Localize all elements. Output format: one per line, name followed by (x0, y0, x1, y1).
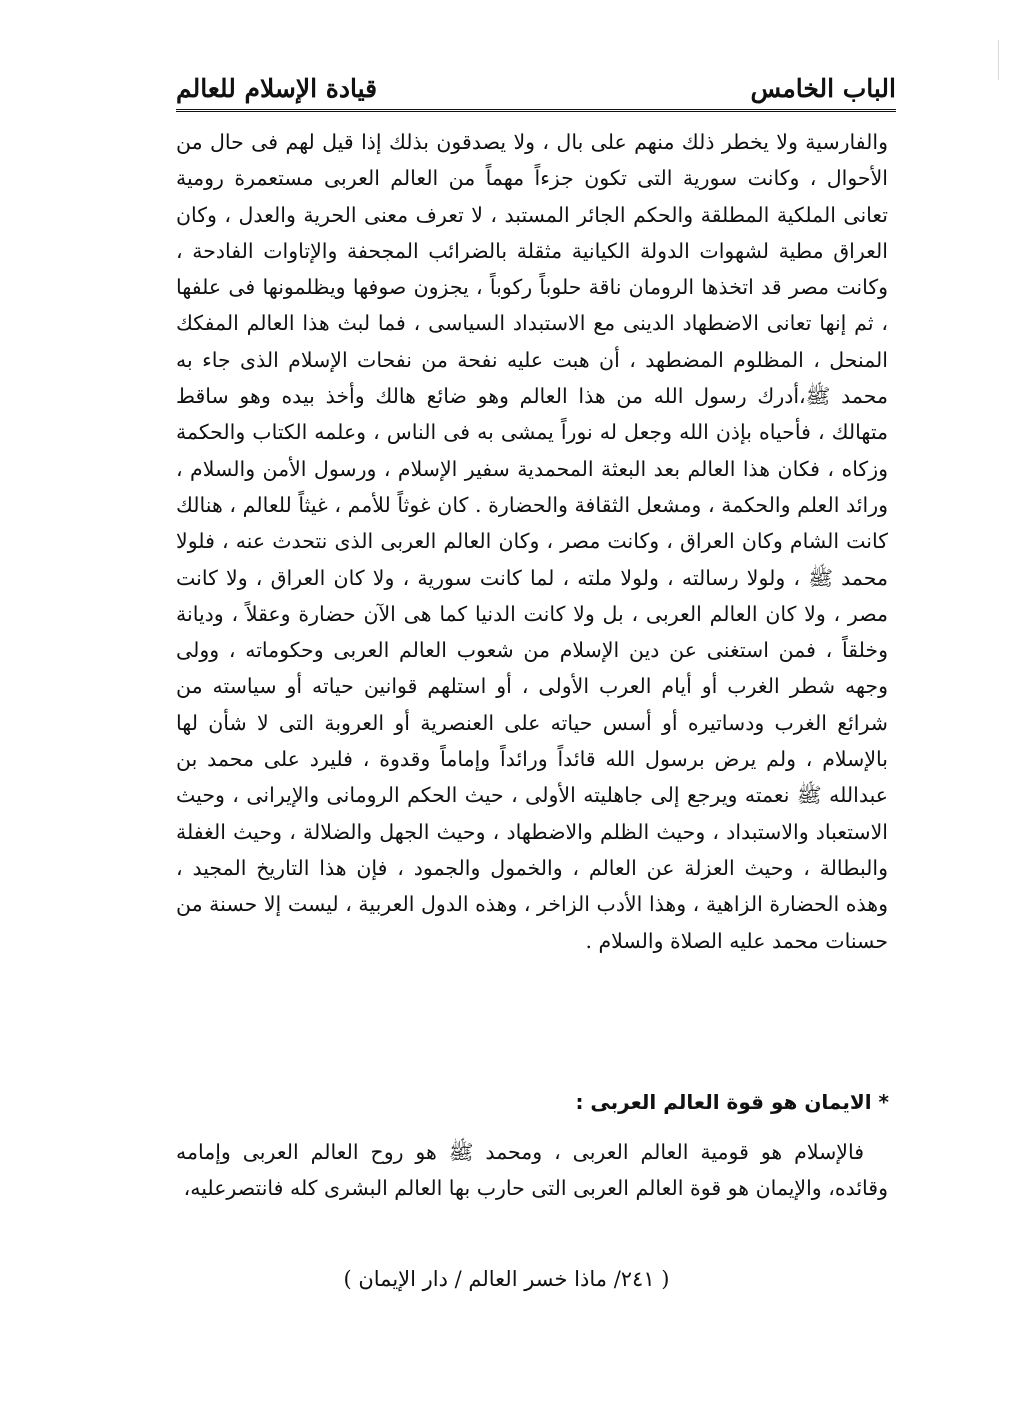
page-edge-mark (998, 40, 999, 80)
header-rule (176, 109, 896, 112)
page-footer: ( ٢٤١/ ماذا خسر العالم / دار الإيمان ) (343, 1267, 670, 1291)
section-text (176, 1134, 888, 1207)
paragraph: والفارسية ولا يخطر ذلك منهم على بال ، ولا يصدقون بذلك إذا قيل لهم فى حال من الأحوال ، وكانت سورية التى تكون جزءاً مهماً من العالم العربى مستعمرة رومية تعانى الملكية المطلقة والحكم الجائر المستبد ، لا تعرف معنى الحرية والعدل ، وكان العراق مطية لشهوات الدولة الكيانية مثقلة بالضرائب المجحفة والإتاوات الفادحة ، وكانت مصر قد اتخذها الرومان ناقة حلوباً ركوباً ، يجزون صوفها ويظلمونها فى علفها ، ثم إنها تعانى الاضطهاد الدينى مع الاستبداد السياسى ، فما لبث هذا العالم المفكك المنحل ، المظلوم المضطهد ، أن هبت عليه نفحة من نفحات الإسلام الذى جاء به محمد ﷺ،أدرك رسول الله من هذا العالم وهو ضائع هالك وأخذ بيده وهو ساقط متهالك ، فأحياه بإذن الله وجعل له نوراً يمشى به فى الناس ، وعلمه الكتاب والحكمة وزكاه ، فكان هذا العالم بعد البعثة المحمدية سفير الإسلام ، ورسول الأمن والسلام ، ورائد العلم والحكمة ، ومشعل الثقافة والحضارة . كان غوثاً للأمم ، غيثاً للعالم ، هنالك كانت الشام وكان العراق ، وكانت مصر ، وكان العالم العربى الذى نتحدث عنه ، فلولا محمد ﷺ ، ولولا رسالته ، ولولا ملته ، لما كانت سورية ، ولا كان العراق ، ولا كانت مصر ، ولا كان العالم العربى ، بل ولا كانت الدنيا كما هى الآن حضارة وعقلاً ، وديانة وخلقاً ، فمن استغنى عن دين الإسلام من شعوب العالم العربى وحكوماته ، وولى وجهه شطر الغرب أو أيام العرب الأولى ، أو استلهم قوانين حياته أو سياسته من شرائع الغرب ودساتيره أو أسس حياته على العنصرية أو العروبة التى لا شأن لها بالإسلام ، ولم يرض برسول الله قائداً ورائداً وإماماً وقدوة ، فليرد على محمد بن عبدالله ﷺ نعمته ويرجع إلى جاهليته الأولى ، حيث الحكم الرومانى والإيرانى ، وحيث الاستعباد والاستبداد ، وحيث الظلم والاضطهاد ، وحيث الجهل والضلالة ، وحيث الغفلة والبطالة ، وحيث العزلة عن العالم ، والخمول والجمود ، فإن هذا التاريخ المجيد ، وهذه الحضارة الزاهية ، وهذا الأدب الزاخر ، وهذه الدول العربية ، ليست إلا حسنة من حسنات محمد عليه الصلاة والسلام . (176, 130, 888, 953)
chapter-label: الباب الخامس (750, 74, 896, 103)
main-text (176, 124, 888, 959)
section-heading: * الايمان هو قوة العالم العربى : (575, 1090, 889, 1114)
paragraph: فالإسلام هو قومية العالم العربى ، ومحمد ﷺ هو روح العالم العربى وإمامه وقائده، والإيمان هو قوة العالم العربى التى حارب بها العالم البشرى كله فانتصرعليه، (176, 1140, 888, 1201)
header-title: قيادة الإسلام للعالم (176, 74, 378, 103)
running-header (176, 70, 896, 112)
